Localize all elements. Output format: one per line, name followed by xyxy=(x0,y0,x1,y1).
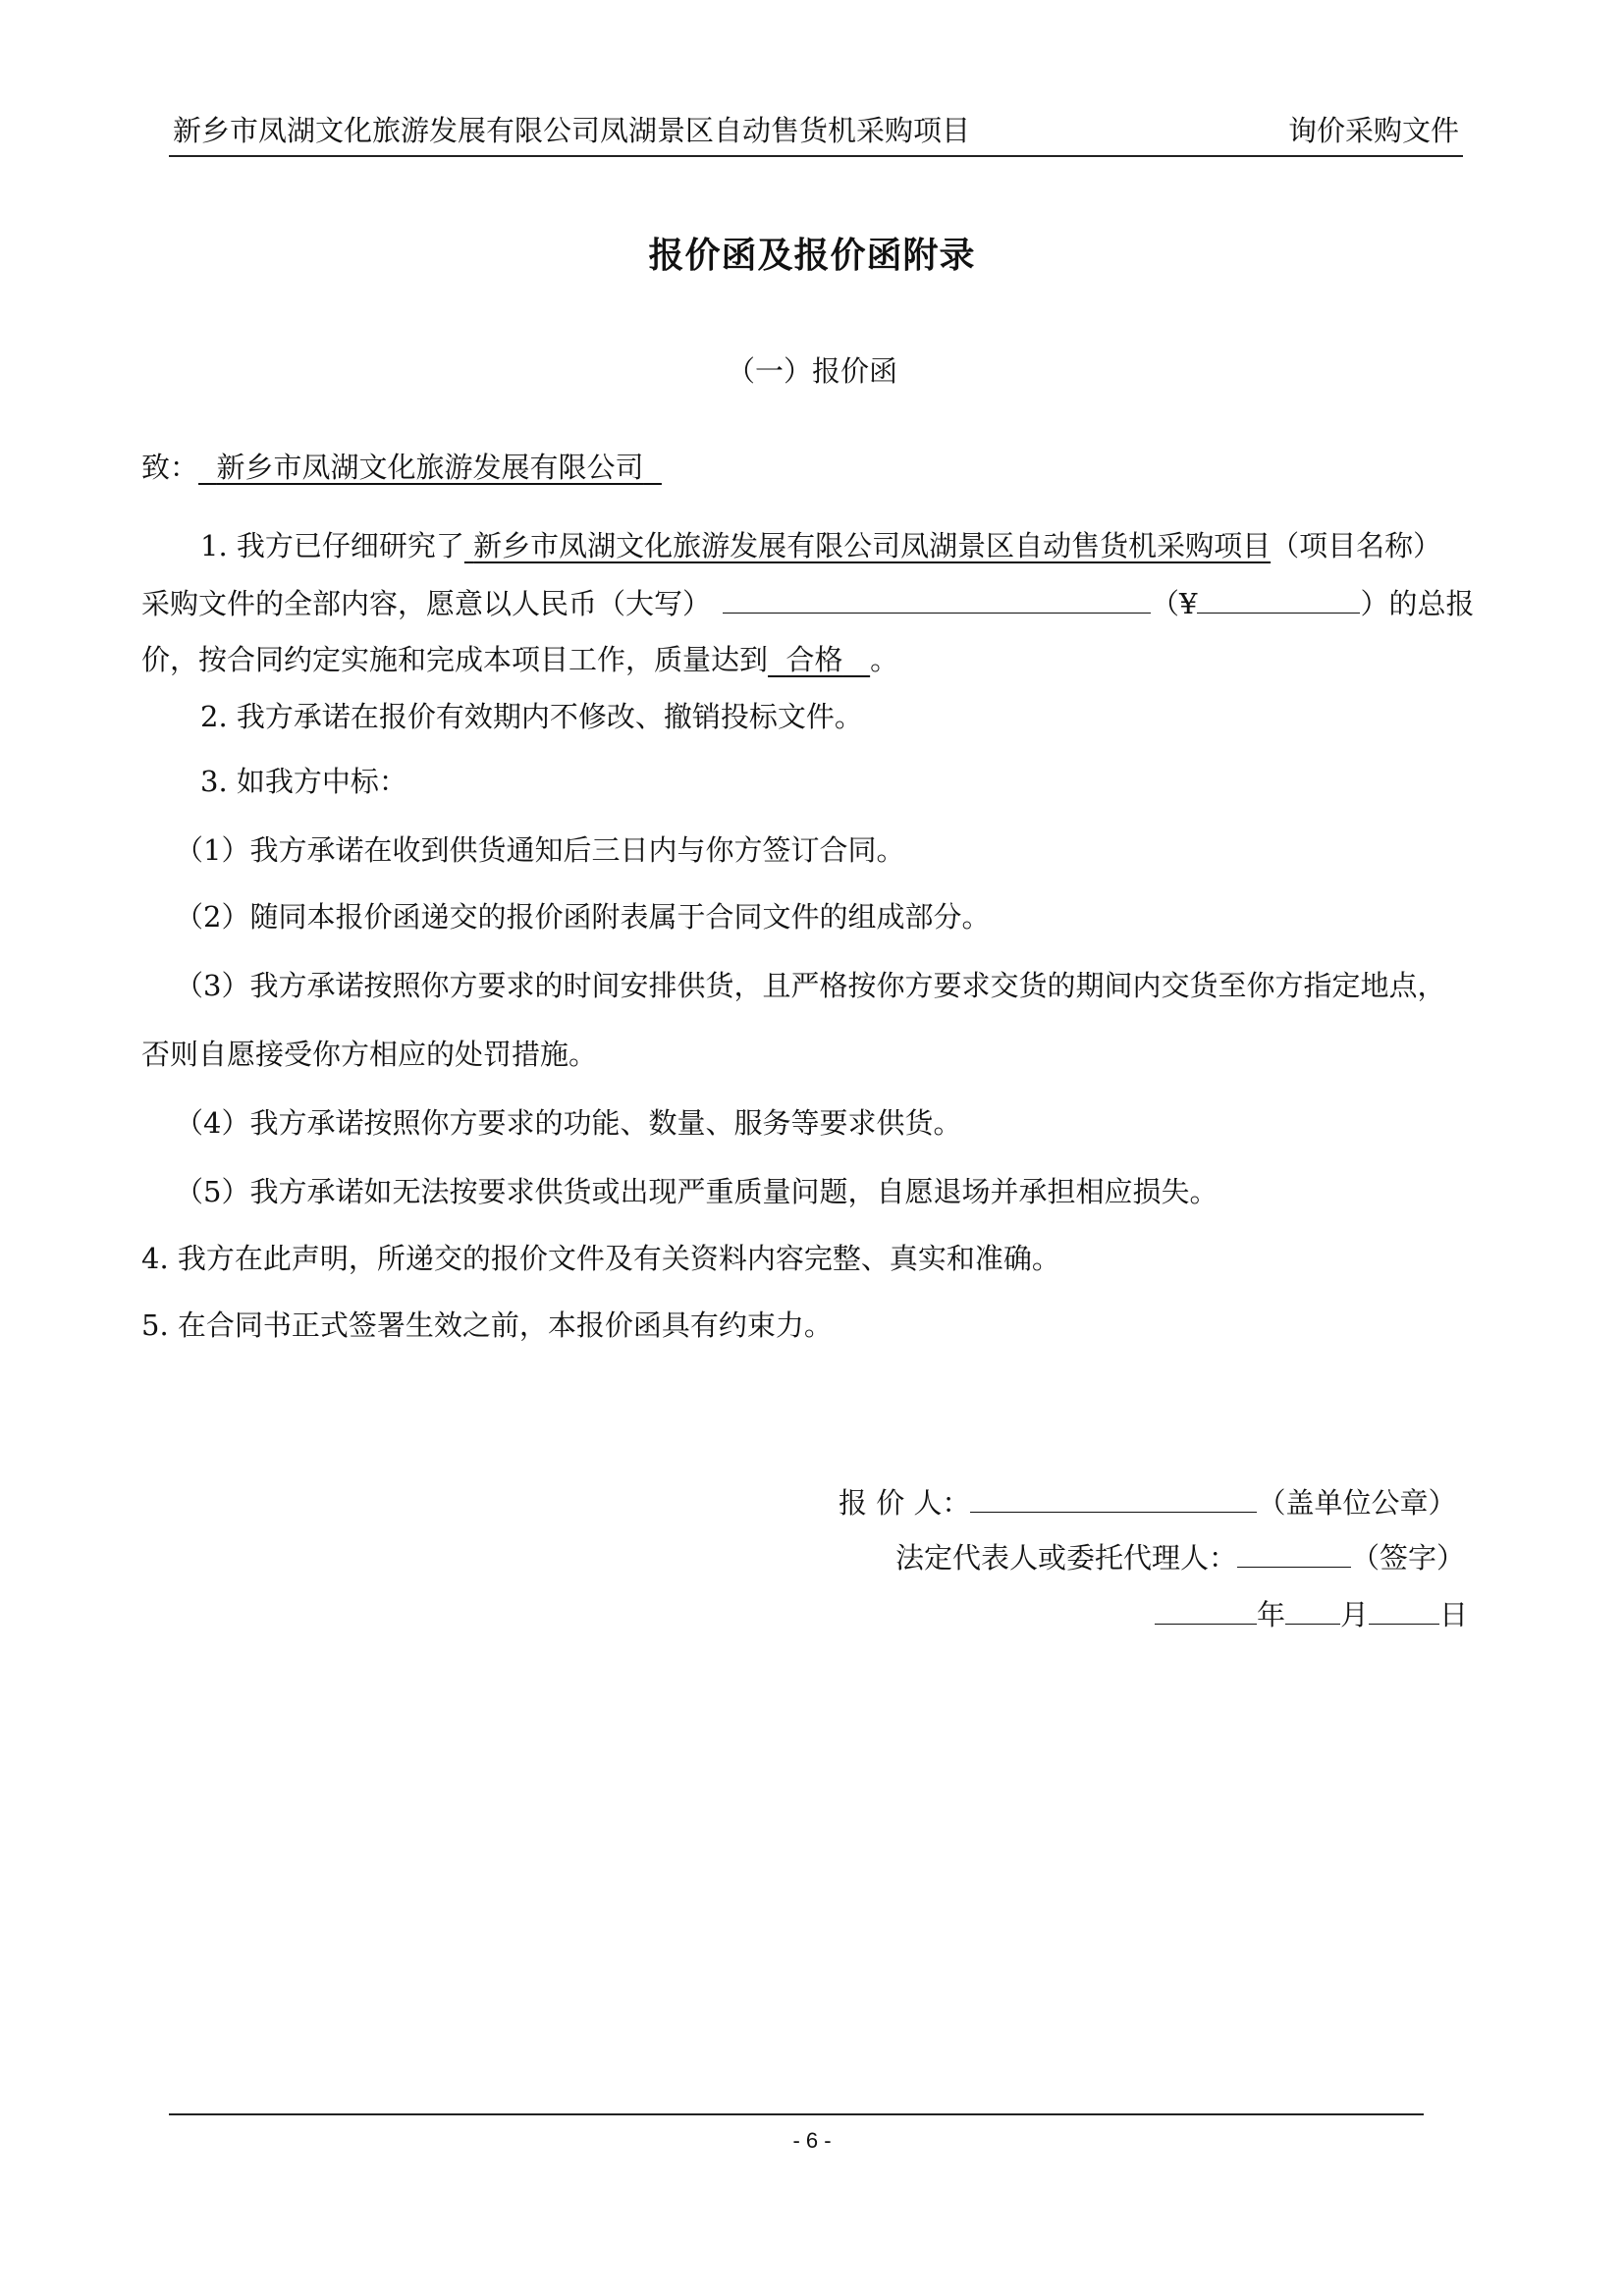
paragraph-1-line-3: 价，按合同约定实施和完成本项目工作，质量达到 合格 。 xyxy=(141,643,899,676)
addressee-name: 新乡市凤湖文化旅游发展有限公司 xyxy=(216,451,644,484)
paragraph-5: 5. 在合同书正式签署生效之前，本报价函具有约束力。 xyxy=(141,1308,833,1342)
item-5: （5）我方承诺如无法按要求供货或出现严重质量问题，自愿退场并承担相应损失。 xyxy=(175,1175,1218,1208)
item-3-line-2: 否则自愿接受你方相应的处罚措施。 xyxy=(141,1038,598,1071)
month-label: 月 xyxy=(1340,1598,1370,1631)
addressee-label: 致： xyxy=(141,451,199,484)
item-1: （1）我方承诺在收到供货通知后三日内与你方签订合同。 xyxy=(175,833,905,867)
section-subtitle: （一）报价函 xyxy=(726,354,897,388)
representative-sign-note: （签字） xyxy=(1351,1541,1466,1575)
representative-signature-line xyxy=(895,1537,1465,1577)
total-price-words-blank xyxy=(723,583,1151,614)
footer-rule xyxy=(169,2113,1424,2115)
paragraph-1-line-1: 1. 我方已仔细研究了 新乡市凤湖文化旅游发展有限公司凤湖景区自动售货机采购项目（项目名称） xyxy=(200,529,1442,562)
date-line xyxy=(1155,1594,1468,1634)
month-blank xyxy=(1285,1594,1340,1625)
page-header xyxy=(169,112,1463,157)
day-label: 日 xyxy=(1439,1598,1469,1631)
paragraph-1-line-2: 采购文件的全部内容，愿意以人民币（大写） （¥ ）的总报 xyxy=(141,583,1474,623)
total-price-figures-blank xyxy=(1197,583,1360,614)
project-name-field: 新乡市凤湖文化旅游发展有限公司凤湖景区自动售货机采购项目 xyxy=(473,529,1272,562)
header-project-name: 新乡市凤湖文化旅游发展有限公司凤湖景区自动售货机采购项目 xyxy=(173,114,971,147)
bidder-signature-line xyxy=(839,1482,1456,1522)
page-number: - 6 - xyxy=(792,2128,832,2153)
year-label: 年 xyxy=(1257,1598,1286,1631)
paragraph-3: 3. 如我方中标： xyxy=(200,765,407,798)
paragraph-2: 2. 我方承诺在报价有效期内不修改、撤销投标文件。 xyxy=(200,700,863,733)
header-doc-type: 询价采购文件 xyxy=(1287,114,1459,147)
addressee-line xyxy=(141,448,662,487)
item-2: （2）随同本报价函递交的报价函附表属于合同文件的组成部分。 xyxy=(175,900,991,934)
item-4: （4）我方承诺按照你方要求的功能、数量、服务等要求供货。 xyxy=(175,1106,962,1140)
year-blank xyxy=(1155,1594,1257,1625)
representative-blank xyxy=(1237,1537,1351,1568)
document-title: 报价函及报价函附录 xyxy=(648,235,976,276)
paragraph-4: 4. 我方在此声明，所递交的报价文件及有关资料内容完整、真实和准确。 xyxy=(141,1242,1060,1275)
quality-field: 合格 xyxy=(785,643,843,676)
item-3-line-1: （3）我方承诺按照你方要求的时间安排供货，且严格按你方要求交货的期间内交货至你方指定地点， xyxy=(175,969,1446,1002)
bidder-seal-note: （盖单位公章） xyxy=(1257,1486,1457,1520)
day-blank xyxy=(1369,1594,1439,1625)
bidder-name-blank xyxy=(970,1482,1257,1513)
representative-label: 法定代表人或委托代理人： xyxy=(895,1541,1238,1575)
bidder-label: 报 价 人： xyxy=(839,1486,971,1520)
